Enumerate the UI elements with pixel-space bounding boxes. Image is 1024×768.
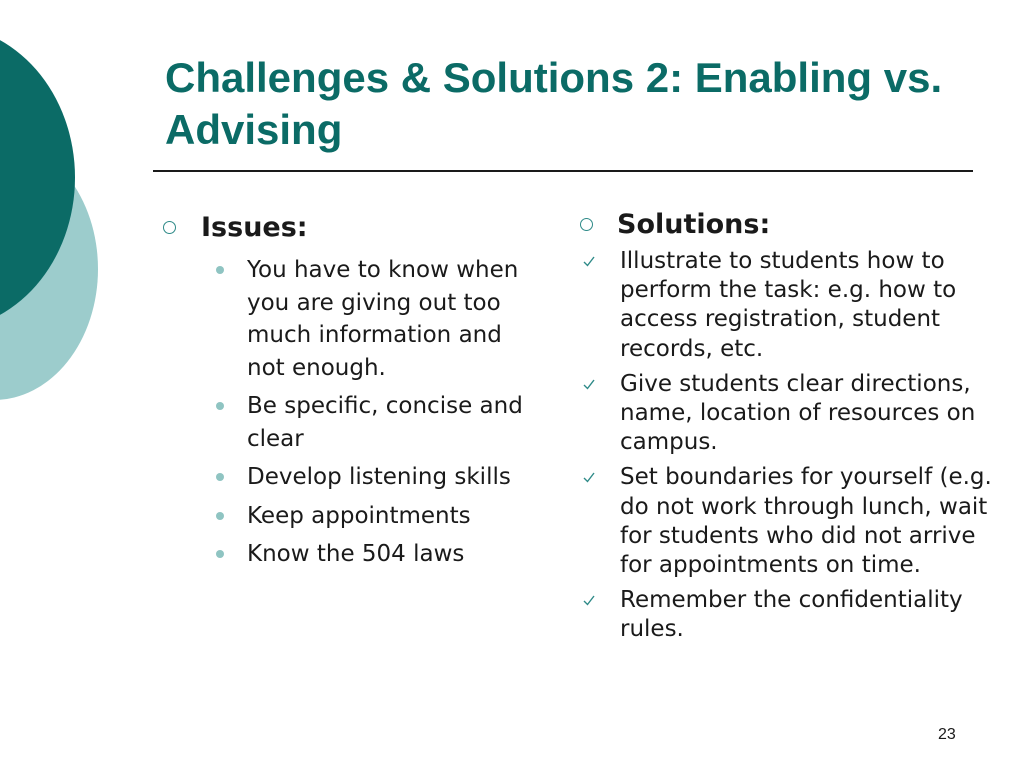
solution-text: Set boundaries for yourself (e.g. do not work through lunch, wait for students who did not arrive for appointments on time. [620, 464, 992, 579]
check-icon [582, 595, 596, 606]
page-number: 23 [938, 726, 956, 743]
solutions-column [580, 205, 1000, 651]
issue-text: Develop listening skills [247, 464, 511, 490]
list-item [216, 500, 543, 533]
list-item [216, 538, 543, 571]
solutions-heading-row [580, 205, 1000, 245]
list-item [580, 247, 1000, 364]
check-icon [582, 472, 596, 483]
issues-list [163, 254, 543, 571]
issues-column [163, 208, 543, 577]
dot-icon [216, 550, 224, 558]
list-item [216, 254, 543, 384]
dot-icon [216, 473, 224, 481]
open-circle-icon [580, 218, 593, 231]
dot-icon [216, 402, 224, 410]
dot-icon [216, 266, 224, 274]
list-item [580, 586, 1000, 644]
title-divider [153, 170, 973, 172]
solutions-list [580, 247, 1000, 645]
issue-text: Know the 504 laws [247, 541, 465, 567]
issue-text: You have to know when you are giving out too much information and not enough. [247, 257, 519, 381]
solution-text: Remember the confidentiality rules. [620, 587, 963, 643]
list-item [580, 370, 1000, 458]
list-item [216, 390, 543, 455]
open-circle-icon [163, 221, 176, 234]
issue-text: Keep appointments [247, 502, 471, 529]
slide-title: Challenges & Solutions 2: Enabling vs. Advising [165, 54, 943, 153]
dot-icon [216, 512, 224, 520]
issue-text: Be specific, concise and clear [247, 393, 523, 452]
solution-text: Give students clear directions, name, location of resources on campus. [620, 370, 976, 456]
issues-heading: Issues: [201, 212, 308, 243]
check-icon [582, 256, 596, 267]
solution-text: Illustrate to students how to perform the task: e.g. how to access registration, student records, etc. [620, 248, 957, 362]
solutions-heading: Solutions: [617, 209, 771, 240]
issues-heading-row [163, 208, 543, 248]
check-icon [582, 379, 596, 390]
list-item [580, 463, 1000, 580]
list-item [216, 461, 543, 494]
